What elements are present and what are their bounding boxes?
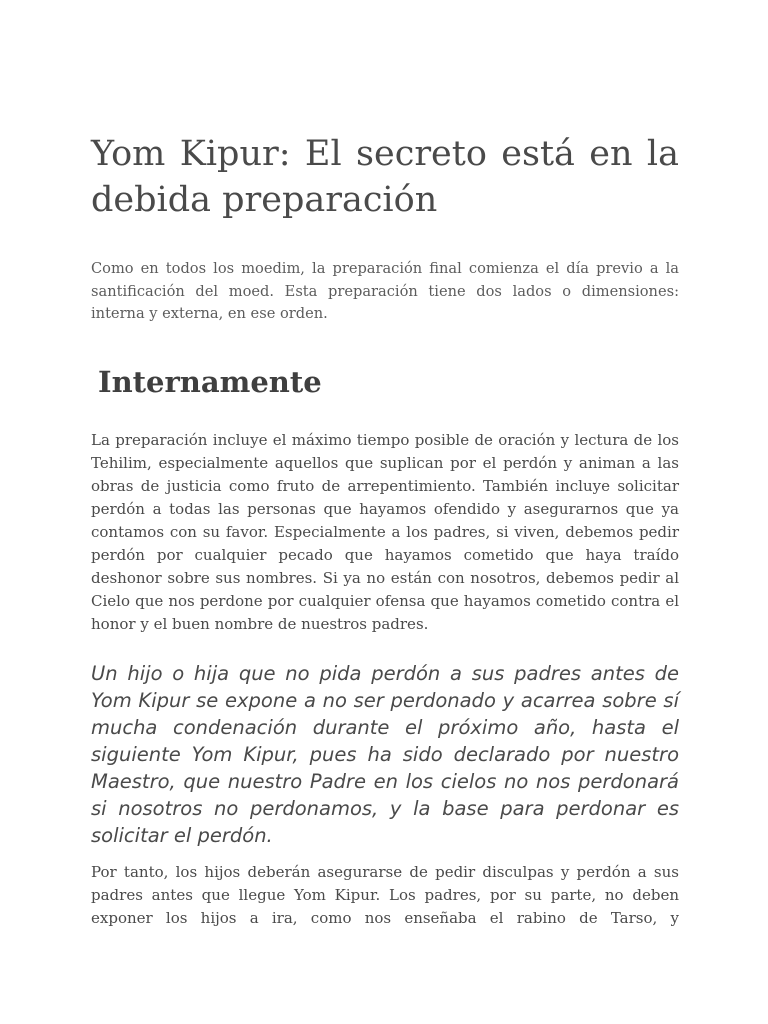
quote-paragraph: Un hijo o hija que no pida perdón a sus padres antes de Yom Kipur se expone a no ser perdonado y acarrea sobre sí mucha condenación durante el próximo año, hasta el siguiente Yom Kipur, pues ha sido declarado por nuestro Maestro, que nuestro Padre en los cielos no nos perdonará si nosotros no perdonamos, y la base para perdonar es solicitar el perdón.	[91, 662, 679, 847]
section-heading: Internamente	[98, 365, 322, 399]
body-paragraph-1: La preparación incluye el máximo tiempo posible de oración y lectura de los Tehilim, especialmente aquellos que suplican por el perdón y animan a las obras de justicia como fruto de arrepentimiento. También incluye solicitar perdón a todas las personas que hayamos ofendido y asegurarnos que ya contamos con su favor. Especialmente a los padres, si viven, debemos pedir perdón por cualquier pecado que hayamos cometido que haya traído deshonor sobre sus nombres. Si ya no están con nosotros, debemos pedir al Cielo que nos perdone por cualquier ofensa que hayamos cometido contra el honor y el buen nombre de nuestros padres.	[91, 431, 679, 633]
document-page	[91, 0, 679, 1024]
body-paragraph-2: Por tanto, los hijos deberán asegurarse de pedir disculpas y perdón a sus padres antes que llegue Yom Kipur. Los padres, por su parte, no deben exponer los hijos a ira, como nos enseñaba el rabino de Tarso, y	[91, 863, 679, 927]
intro-paragraph: Como en todos los moedim, la preparación final comienza el día previo a la santificación del moed. Esta preparación tiene dos lados o dimensiones: interna y externa, en ese orden.	[91, 260, 679, 323]
document-title: Yom Kipur: El secreto está en la debida preparación	[91, 134, 679, 220]
